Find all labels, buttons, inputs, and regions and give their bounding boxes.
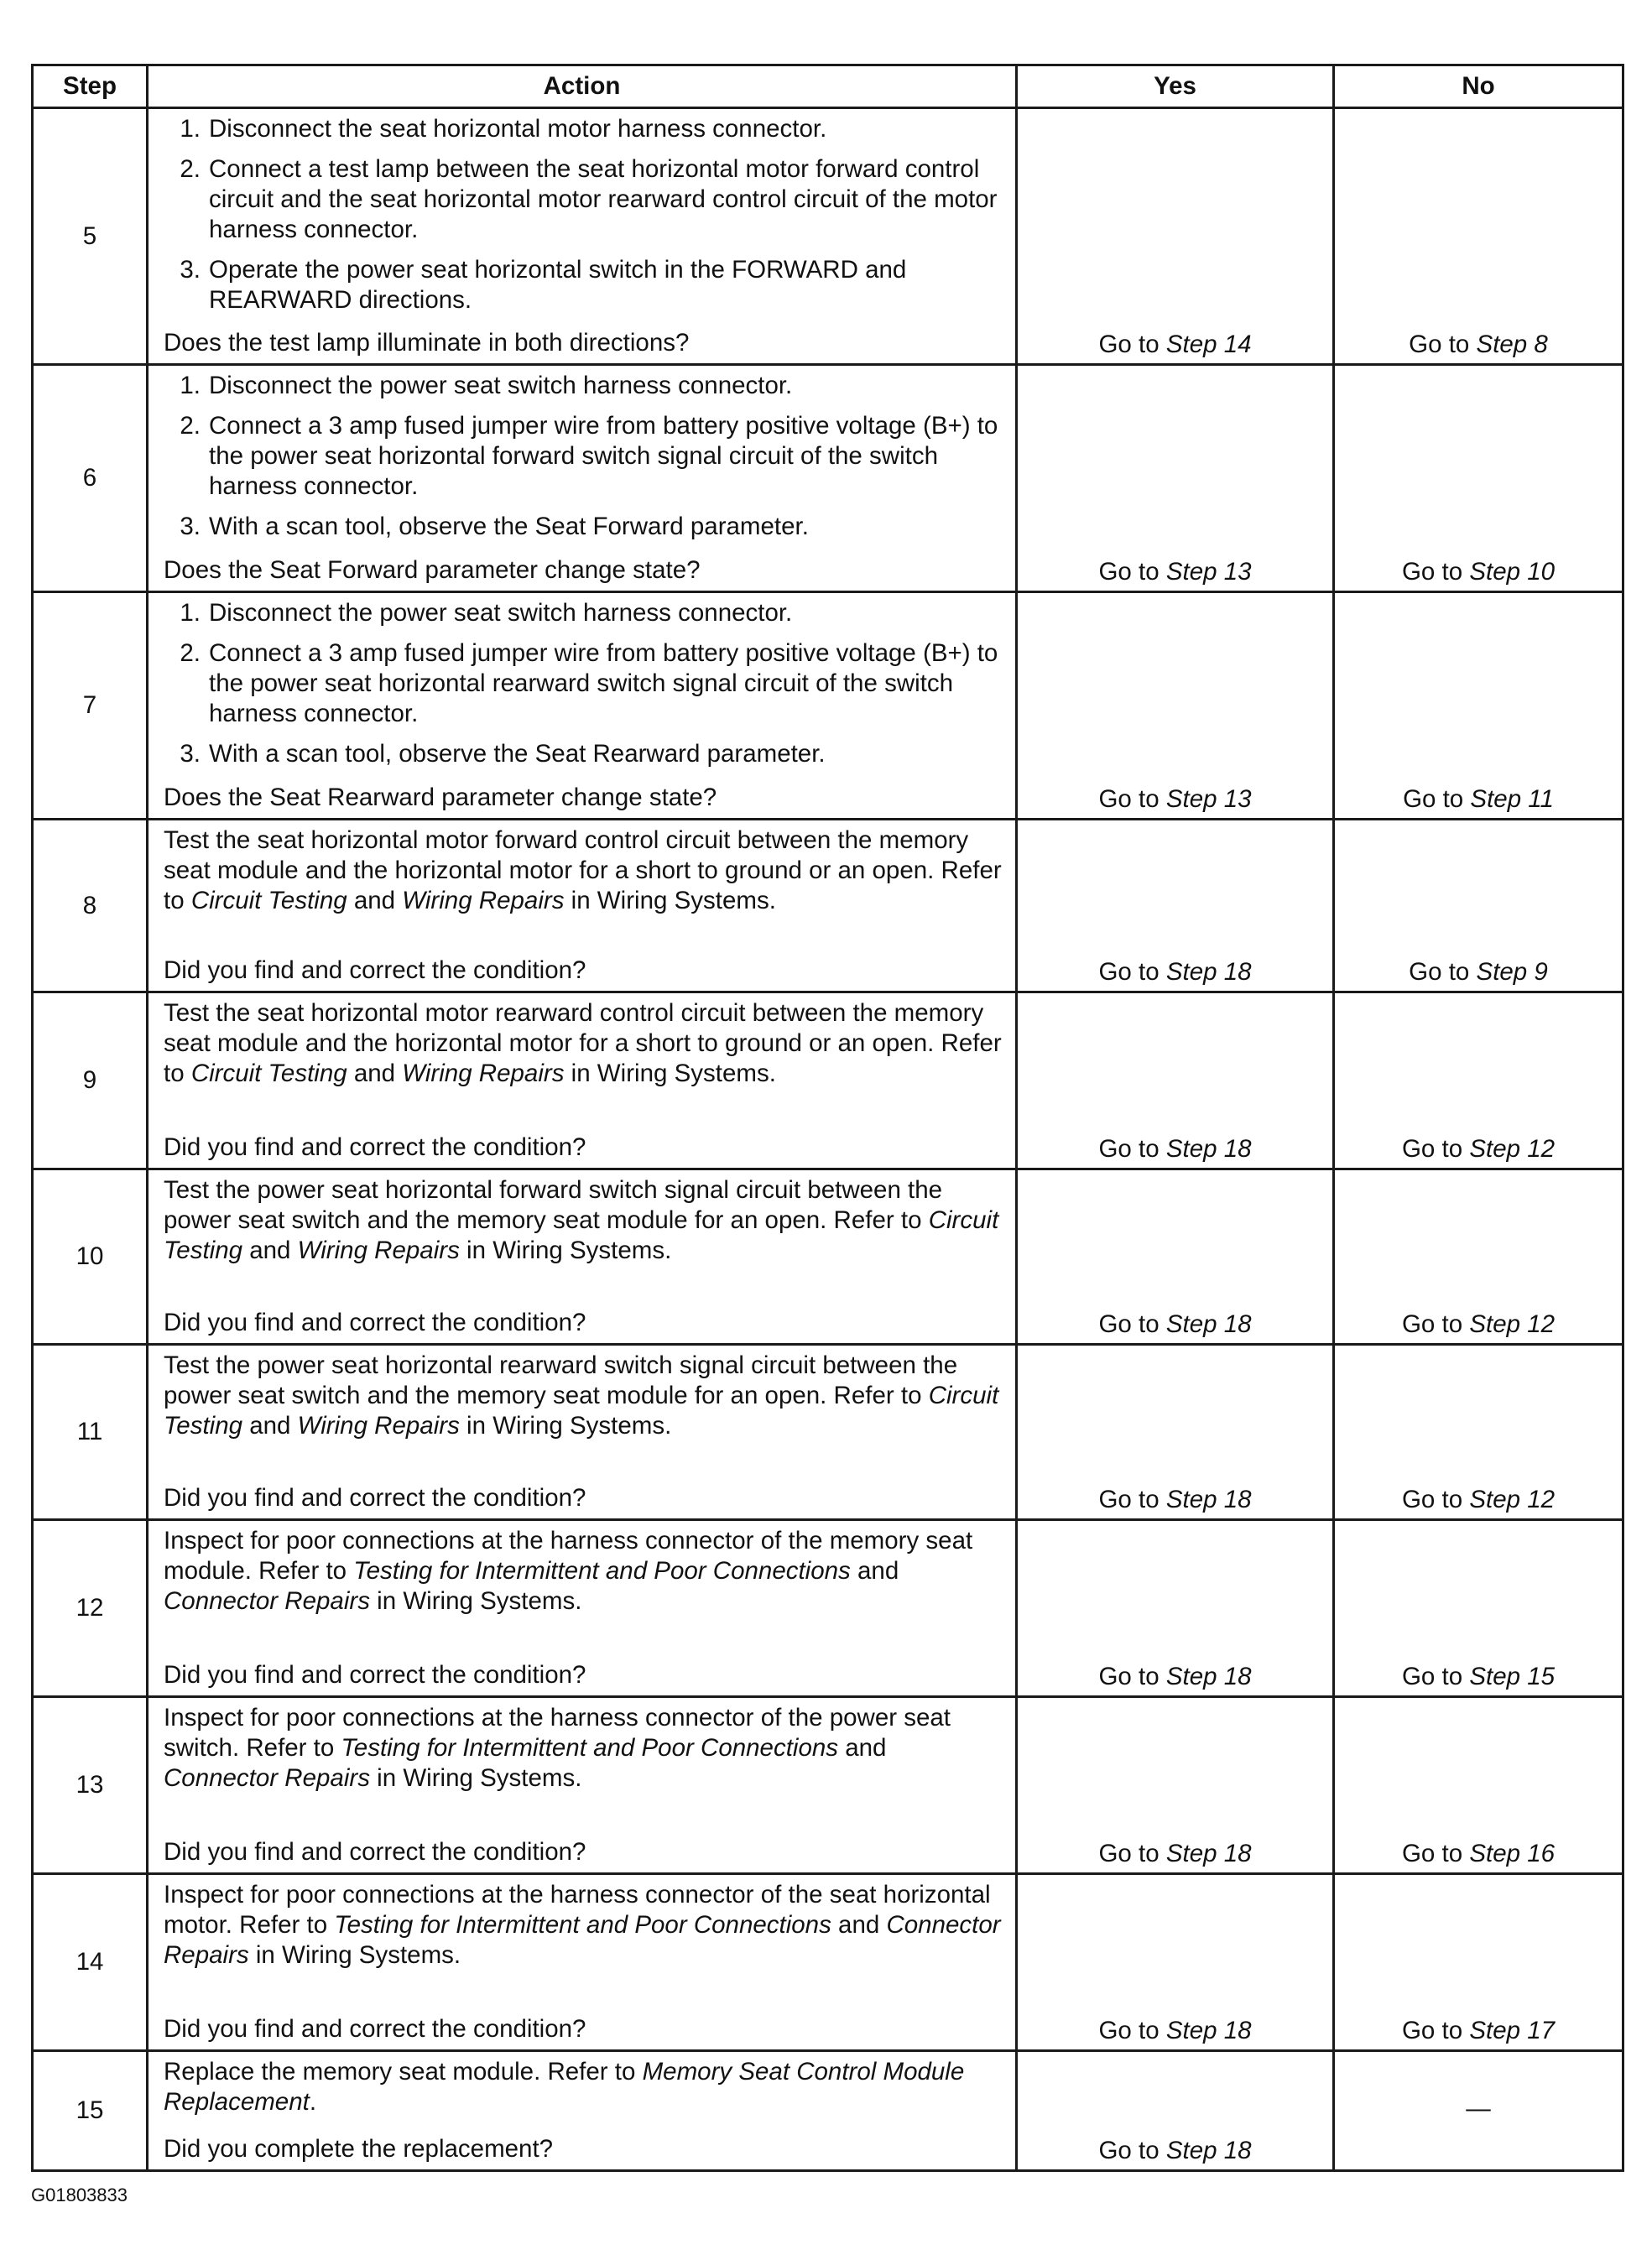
no-cell bbox=[1334, 365, 1623, 592]
question-text: Did you find and correct the condition? bbox=[164, 956, 586, 984]
question-text: Did you find and correct the condition? bbox=[164, 1484, 586, 1512]
no-cell bbox=[1334, 1345, 1623, 1520]
action-text-segment: and bbox=[347, 887, 403, 914]
step-number: 10 bbox=[33, 1169, 148, 1345]
yes-prefix: Go to bbox=[1098, 1663, 1166, 1690]
no-cell bbox=[1334, 1520, 1623, 1697]
instruction-text: With a scan tool, observe the Seat Forward parameter. bbox=[209, 513, 809, 540]
action-text-segment: Inspect for poor connections at the harness connector of the power seat switch. Refer to bbox=[164, 1704, 951, 1762]
action-cell bbox=[148, 108, 1017, 365]
step-number: 14 bbox=[33, 1874, 148, 2051]
action-cell bbox=[148, 592, 1017, 820]
header-no: No bbox=[1334, 65, 1623, 108]
action-text bbox=[164, 1351, 1003, 1441]
action-text-segment: Test the seat horizontal motor forward control circuit between the memory seat module and the horizontal motor for a short to ground or an open. Refer to bbox=[164, 826, 1002, 914]
step-number: 9 bbox=[33, 992, 148, 1169]
action-text bbox=[164, 2057, 1003, 2117]
table-row bbox=[33, 1345, 1623, 1520]
step-number: 11 bbox=[33, 1345, 148, 1520]
yes-prefix: Go to bbox=[1098, 1310, 1166, 1338]
no-prefix: Go to bbox=[1401, 1840, 1470, 1867]
action-text-segment: in Wiring Systems. bbox=[369, 1764, 582, 1792]
header-yes: Yes bbox=[1017, 65, 1334, 108]
step-number: 13 bbox=[33, 1697, 148, 1874]
action-text-segment: in Wiring Systems. bbox=[248, 1941, 461, 1969]
no-step-link[interactable]: Step 8 bbox=[1476, 331, 1548, 358]
action-text-segment: in Wiring Systems. bbox=[369, 1587, 582, 1615]
instruction-number: 2. bbox=[180, 155, 201, 183]
action-instructions bbox=[164, 2057, 1003, 2117]
table-row bbox=[33, 1697, 1623, 1874]
yes-prefix: Go to bbox=[1098, 2017, 1166, 2044]
instruction-number: 1. bbox=[180, 599, 201, 627]
instruction-item bbox=[164, 371, 1003, 401]
reference-link[interactable]: Wiring Repairs bbox=[297, 1412, 460, 1440]
instruction-number: 3. bbox=[180, 513, 201, 540]
yes-prefix: Go to bbox=[1098, 331, 1166, 358]
action-text bbox=[164, 1175, 1003, 1266]
action-content bbox=[164, 825, 1003, 986]
action-cell bbox=[148, 1345, 1017, 1520]
yes-prefix: Go to bbox=[1098, 1840, 1166, 1867]
reference-link[interactable]: Circuit Testing bbox=[190, 887, 347, 914]
action-content bbox=[164, 371, 1003, 586]
header-action: Action bbox=[148, 65, 1017, 108]
action-instructions bbox=[164, 825, 1003, 916]
reference-link[interactable]: Connector Repairs bbox=[164, 1911, 1001, 1969]
action-cell bbox=[148, 1874, 1017, 2051]
action-text-segment: and bbox=[347, 1060, 403, 1087]
yes-cell bbox=[1017, 1169, 1334, 1345]
step-number: 7 bbox=[33, 592, 148, 820]
action-content bbox=[164, 598, 1003, 813]
yes-cell bbox=[1017, 108, 1334, 365]
action-content bbox=[164, 2057, 1003, 2164]
instruction-number: 1. bbox=[180, 115, 201, 143]
instruction-list bbox=[164, 114, 1003, 315]
yes-cell bbox=[1017, 820, 1334, 992]
reference-link[interactable]: Testing for Intermittent and Poor Connections bbox=[353, 1557, 851, 1585]
reference-link[interactable]: Testing for Intermittent and Poor Connections bbox=[334, 1911, 831, 1939]
no-step-link[interactable]: Step 16 bbox=[1469, 1840, 1556, 1867]
yes-step-link[interactable]: Step 18 bbox=[1165, 1135, 1252, 1163]
action-content bbox=[164, 1526, 1003, 1690]
action-text-segment: Test the power seat horizontal forward switch signal circuit between the power seat switch and the memory seat module for an open. Refer to bbox=[164, 1176, 943, 1234]
action-instructions bbox=[164, 1703, 1003, 1794]
no-step-link[interactable]: Step 12 bbox=[1469, 1486, 1556, 1513]
header-row bbox=[33, 65, 1623, 108]
action-text-segment: in Wiring Systems. bbox=[564, 887, 776, 914]
instruction-item bbox=[164, 512, 1003, 542]
no-prefix: Go to bbox=[1401, 1135, 1470, 1163]
action-instructions bbox=[164, 998, 1003, 1089]
yes-step-link[interactable]: Step 18 bbox=[1165, 1840, 1252, 1867]
action-content bbox=[164, 1351, 1003, 1513]
instruction-item bbox=[164, 598, 1003, 628]
yes-cell bbox=[1017, 1345, 1334, 1520]
yes-step-link[interactable]: Step 13 bbox=[1165, 785, 1252, 813]
reference-link[interactable]: Circuit Testing bbox=[164, 1206, 999, 1264]
yes-prefix: Go to bbox=[1098, 1486, 1166, 1513]
action-instructions bbox=[164, 1351, 1003, 1441]
action-instructions bbox=[164, 1880, 1003, 1971]
instruction-text: Disconnect the seat horizontal motor harness connector. bbox=[209, 115, 827, 143]
question-text: Does the Seat Forward parameter change state? bbox=[164, 556, 701, 584]
action-text bbox=[164, 825, 1003, 916]
instruction-list bbox=[164, 371, 1003, 542]
table-row bbox=[33, 1874, 1623, 2051]
table-row bbox=[33, 108, 1623, 365]
table-row bbox=[33, 2051, 1623, 2171]
reference-link[interactable]: Circuit Testing bbox=[164, 1382, 999, 1440]
instruction-item bbox=[164, 154, 1003, 245]
action-cell bbox=[148, 2051, 1017, 2171]
no-step-link[interactable]: Step 17 bbox=[1469, 2017, 1556, 2044]
step-number: 5 bbox=[33, 108, 148, 365]
table-row bbox=[33, 592, 1623, 820]
action-content bbox=[164, 114, 1003, 358]
no-cell bbox=[1334, 1874, 1623, 2051]
table-row bbox=[33, 365, 1623, 592]
yes-prefix: Go to bbox=[1098, 2137, 1166, 2164]
action-cell bbox=[148, 992, 1017, 1169]
instruction-item bbox=[164, 411, 1003, 502]
action-text-segment: in Wiring Systems. bbox=[459, 1237, 672, 1264]
step-number: 8 bbox=[33, 820, 148, 992]
table-row bbox=[33, 1169, 1623, 1345]
diagnostic-table bbox=[31, 64, 1624, 2172]
action-text bbox=[164, 1880, 1003, 1971]
yes-prefix: Go to bbox=[1098, 785, 1166, 813]
no-prefix: Go to bbox=[1401, 1663, 1470, 1690]
no-prefix: Go to bbox=[1401, 2017, 1470, 2044]
action-text bbox=[164, 1526, 1003, 1617]
figure-id: G01803833 bbox=[31, 2184, 128, 2205]
action-text-segment: Test the power seat horizontal rearward switch signal circuit between the power seat switch and the memory seat module for an open. Refer to bbox=[164, 1351, 958, 1409]
action-text-segment: Inspect for poor connections at the harness connector of the seat horizontal motor. Refer to bbox=[164, 1881, 991, 1939]
instruction-list bbox=[164, 598, 1003, 769]
no-dash: — bbox=[1466, 2095, 1491, 2122]
no-step-link[interactable]: Step 10 bbox=[1469, 558, 1556, 586]
yes-cell bbox=[1017, 365, 1334, 592]
question-text: Did you find and correct the condition? bbox=[164, 1133, 586, 1161]
no-prefix: Go to bbox=[1401, 558, 1470, 586]
yes-prefix: Go to bbox=[1098, 558, 1166, 586]
question-text: Does the test lamp illuminate in both directions? bbox=[164, 329, 690, 357]
action-content bbox=[164, 1703, 1003, 1867]
no-cell bbox=[1334, 108, 1623, 365]
action-instructions bbox=[164, 114, 1003, 325]
step-number: 12 bbox=[33, 1520, 148, 1697]
reference-link[interactable]: Connector Repairs bbox=[164, 1764, 370, 1792]
no-prefix: Go to bbox=[1401, 1486, 1470, 1513]
yes-cell bbox=[1017, 1697, 1334, 1874]
yes-step-link[interactable]: Step 18 bbox=[1165, 1310, 1252, 1338]
action-cell bbox=[148, 365, 1017, 592]
yes-step-link[interactable]: Step 18 bbox=[1165, 1486, 1252, 1513]
reference-link[interactable]: Circuit Testing bbox=[190, 1060, 347, 1087]
instruction-text: Disconnect the power seat switch harness connector. bbox=[209, 599, 793, 627]
no-cell bbox=[1334, 1697, 1623, 1874]
instruction-text: Connect a 3 amp fused jumper wire from battery positive voltage (B+) to the power seat horizontal rearward switch signal circuit of the switch harness connector. bbox=[209, 639, 998, 727]
instruction-number: 3. bbox=[180, 740, 201, 768]
no-cell bbox=[1334, 592, 1623, 820]
question-text: Did you complete the replacement? bbox=[164, 2135, 554, 2163]
table-row bbox=[33, 1520, 1623, 1697]
question-text: Did you find and correct the condition? bbox=[164, 1838, 586, 1866]
no-prefix: Go to bbox=[1409, 958, 1477, 986]
no-cell bbox=[1334, 992, 1623, 1169]
action-instructions bbox=[164, 598, 1003, 779]
instruction-text: Disconnect the power seat switch harness connector. bbox=[209, 372, 793, 399]
no-cell bbox=[1334, 2051, 1623, 2171]
step-number: 15 bbox=[33, 2051, 148, 2171]
instruction-number: 3. bbox=[180, 256, 201, 284]
action-text-segment: and bbox=[850, 1557, 899, 1585]
action-content bbox=[164, 1880, 1003, 2044]
table-row bbox=[33, 820, 1623, 992]
yes-prefix: Go to bbox=[1098, 958, 1166, 986]
instruction-item bbox=[164, 739, 1003, 769]
instruction-number: 2. bbox=[180, 412, 201, 440]
yes-cell bbox=[1017, 592, 1334, 820]
yes-cell bbox=[1017, 1874, 1334, 2051]
no-prefix: Go to bbox=[1401, 1310, 1470, 1338]
action-text-segment: and bbox=[242, 1237, 298, 1264]
action-text-segment: . bbox=[309, 2088, 317, 2116]
no-prefix: Go to bbox=[1409, 331, 1477, 358]
question-text: Did you find and correct the condition? bbox=[164, 2015, 586, 2043]
instruction-text: Operate the power seat horizontal switch in the FORWARD and REARWARD directions. bbox=[209, 256, 907, 314]
action-instructions bbox=[164, 1526, 1003, 1617]
action-text-segment: in Wiring Systems. bbox=[459, 1412, 672, 1440]
no-step-link[interactable]: Step 12 bbox=[1469, 1135, 1556, 1163]
no-step-link[interactable]: Step 9 bbox=[1476, 958, 1548, 986]
reference-link[interactable]: Wiring Repairs bbox=[402, 1060, 565, 1087]
instruction-number: 2. bbox=[180, 639, 201, 667]
action-cell bbox=[148, 1169, 1017, 1345]
no-prefix: Go to bbox=[1403, 785, 1471, 813]
reference-link[interactable]: Wiring Repairs bbox=[402, 887, 565, 914]
instruction-text: Connect a test lamp between the seat horizontal motor forward control circuit and the seat horizontal motor rearward control circuit of the motor harness connector. bbox=[209, 155, 998, 243]
instruction-item bbox=[164, 638, 1003, 729]
yes-step-link[interactable]: Step 18 bbox=[1165, 1663, 1252, 1690]
no-cell bbox=[1334, 820, 1623, 992]
yes-cell bbox=[1017, 992, 1334, 1169]
action-content bbox=[164, 1175, 1003, 1338]
action-cell bbox=[148, 1520, 1017, 1697]
reference-link[interactable]: Connector Repairs bbox=[164, 1587, 370, 1615]
instruction-text: Connect a 3 amp fused jumper wire from battery positive voltage (B+) to the power seat horizontal forward switch signal circuit of the switch harness connector. bbox=[209, 412, 998, 500]
instruction-item bbox=[164, 255, 1003, 315]
no-cell bbox=[1334, 1169, 1623, 1345]
table-row bbox=[33, 992, 1623, 1169]
action-cell bbox=[148, 1697, 1017, 1874]
yes-cell bbox=[1017, 2051, 1334, 2171]
action-instructions bbox=[164, 371, 1003, 552]
instruction-number: 1. bbox=[180, 372, 201, 399]
action-cell bbox=[148, 820, 1017, 992]
yes-prefix: Go to bbox=[1098, 1135, 1166, 1163]
action-text-segment: Replace the memory seat module. Refer to bbox=[164, 2058, 643, 2086]
question-text: Does the Seat Rearward parameter change state? bbox=[164, 784, 717, 811]
action-content bbox=[164, 998, 1003, 1163]
header-step: Step bbox=[33, 65, 148, 108]
action-text-segment: and bbox=[242, 1412, 298, 1440]
yes-step-link[interactable]: Step 18 bbox=[1165, 958, 1252, 986]
reference-link[interactable]: Wiring Repairs bbox=[297, 1237, 460, 1264]
reference-link[interactable]: Memory Seat Control Module Replacement bbox=[164, 2058, 965, 2116]
action-text-segment: Test the seat horizontal motor rearward control circuit between the memory seat module and the horizontal motor for a short to ground or an open. Refer to bbox=[164, 999, 1002, 1087]
step-number: 6 bbox=[33, 365, 148, 592]
action-text-segment: in Wiring Systems. bbox=[564, 1060, 776, 1087]
no-step-link[interactable]: Step 11 bbox=[1470, 785, 1554, 813]
action-text-segment: Inspect for poor connections at the harness connector of the memory seat module. Refer to bbox=[164, 1527, 973, 1585]
yes-step-link[interactable]: Step 18 bbox=[1165, 2137, 1252, 2164]
action-text-segment: and bbox=[838, 1734, 887, 1762]
question-text: Did you find and correct the condition? bbox=[164, 1661, 586, 1689]
question-text: Did you find and correct the condition? bbox=[164, 1309, 586, 1336]
instruction-item bbox=[164, 114, 1003, 144]
reference-link[interactable]: Testing for Intermittent and Poor Connections bbox=[341, 1734, 839, 1762]
yes-step-link[interactable]: Step 14 bbox=[1165, 331, 1252, 358]
action-text bbox=[164, 998, 1003, 1089]
action-text bbox=[164, 1703, 1003, 1794]
no-step-link[interactable]: Step 15 bbox=[1469, 1663, 1556, 1690]
no-step-link[interactable]: Step 12 bbox=[1469, 1310, 1556, 1338]
yes-step-link[interactable]: Step 13 bbox=[1165, 558, 1252, 586]
table-body bbox=[33, 108, 1623, 2171]
action-instructions bbox=[164, 1175, 1003, 1266]
action-text-segment: and bbox=[831, 1911, 887, 1939]
yes-step-link[interactable]: Step 18 bbox=[1165, 2017, 1252, 2044]
instruction-text: With a scan tool, observe the Seat Rearward parameter. bbox=[209, 740, 826, 768]
yes-cell bbox=[1017, 1520, 1334, 1697]
